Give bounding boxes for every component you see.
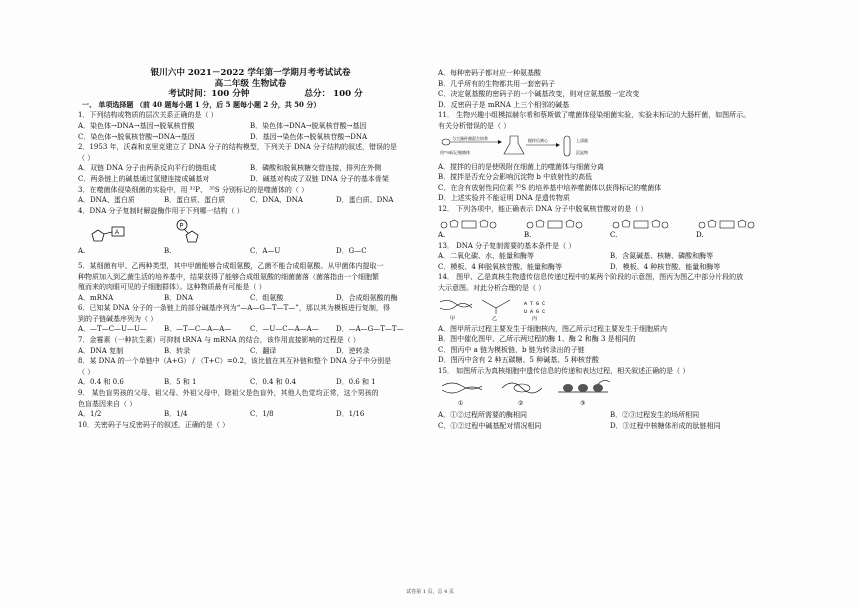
fig-text-spin: 搅拌后离心 xyxy=(528,137,548,143)
experiment-diagram xyxy=(438,134,638,160)
question-14-option-b: B．图中催化图甲、乙所示两过程的酶 1、酶 2 和酶 3 是相同的 xyxy=(438,335,636,344)
option-c: C．0.4 和 0.4 xyxy=(250,378,297,387)
option-c: C．组氨酸 xyxy=(250,293,284,302)
option-d: D．合成组氨酸的酶 xyxy=(336,293,398,302)
option-a: A．0.4 和 0.6 xyxy=(78,378,124,387)
question-9-line-2: 色盲基因来自（ ） xyxy=(78,399,137,408)
question-4-figure xyxy=(78,218,423,244)
question-11: 11． 生物兴趣小组模拟赫尔希和蔡斯做了噬菌体侵染细菌实验，实验未标记的大肠杆菌，如图所示。 xyxy=(438,111,751,120)
question-2-options-2 xyxy=(78,174,423,185)
option-c: C．1/8 xyxy=(250,410,274,419)
option-c: C．①②过程中碱基配对情况相同 xyxy=(438,422,542,431)
seq-bottom: U A G C xyxy=(524,308,546,315)
option-c: C．A—U xyxy=(250,247,281,256)
option-a: A．mRNA xyxy=(78,293,114,302)
question-10-option-c: C．决定氨基酸的密码子的一个碱基改变，则对应氨基酸一定改变 xyxy=(438,90,640,99)
question-2-end: （ ） xyxy=(78,153,95,162)
label-c: C. xyxy=(610,230,618,239)
question-4-options xyxy=(78,246,423,257)
question-2: 2．1953 年，沃森和克里克建立了 DNA 分子的结构模型，下列关于 DNA 分子结构的叙述，错误的是 xyxy=(78,143,397,152)
question-11-figure xyxy=(438,134,783,160)
option-b: B．磷酸和脱氧核糖交替连接，排列在外侧 xyxy=(250,164,382,173)
option-b: B．转录 xyxy=(164,346,191,355)
option-b: B．蛋白质、蛋白质 xyxy=(164,196,226,205)
option-d: D．1/16 xyxy=(336,410,365,419)
question-12: 12． 下列各项中，能正确表示 DNA 分子中脱氧核苷酸对的是（ ） xyxy=(438,204,648,213)
question-15-figure xyxy=(438,378,783,408)
question-14-line-2: 大示意图。对此分析合理的是（ ） xyxy=(438,283,546,292)
option-b: B．DNA xyxy=(164,293,193,302)
fig-text-supernatant: 上清液 xyxy=(576,137,588,143)
question-7: 7．金霉素（一种抗生素）可抑制 tRNA 与 mRNA 的结合，该作用直接影响的过程是（ ） xyxy=(78,336,360,345)
option-a: A．双链 DNA 分子由两条反向平行的链组成 xyxy=(78,164,217,173)
option-a: A．1/2 xyxy=(78,410,102,419)
left-column xyxy=(78,68,423,430)
nucleotide-figure xyxy=(78,218,418,244)
question-13-options xyxy=(438,251,783,262)
question-1: 1．下列结构或物质的层次关系正确的是（ ） xyxy=(78,111,218,120)
option-a: A．DNA、蛋白质 xyxy=(78,196,135,205)
option-d: D．③过程中核糖体形成的肽链相同 xyxy=(610,422,721,431)
option-d: D．基因→染色体→脱氧核苷酸→DNA xyxy=(250,132,368,141)
question-8-end: （ ） xyxy=(78,367,95,376)
option-d: D．碱基对构成了双链 DNA 分子的基本骨架 xyxy=(250,174,389,183)
option-d: D．蛋白质、DNA xyxy=(336,196,394,205)
option-b: B．②③过程发生的场所相同 xyxy=(610,411,700,420)
question-10-option-d: D．反密码子是 mRNA 上三个相邻的碱基 xyxy=(438,100,570,109)
fig-p-label: P xyxy=(179,223,184,230)
question-14-option-a: A．图甲所示过程主要发生于细胞核内，图乙所示过程主要发生于细胞质内 xyxy=(438,324,668,333)
option-a: A．二氧化碳、水、能量和酶等 xyxy=(438,252,535,261)
pair-b xyxy=(527,220,582,228)
option-c: C．模板、4 种脱氧核苷酸、能量和酶等 xyxy=(438,262,563,271)
question-5-options xyxy=(78,293,423,304)
question-3-options xyxy=(78,195,423,206)
option-b: B．5 和 1 xyxy=(164,378,197,387)
base-pair-diagram xyxy=(438,217,783,239)
option-d: D．G—C xyxy=(336,247,367,256)
option-a: A．①②过程所需要的酶相同 xyxy=(438,411,528,420)
exam-info xyxy=(78,89,423,100)
option-d: D．模板、4 种核苷酸、能量和酶等 xyxy=(610,262,721,271)
label-a: A. xyxy=(438,230,446,239)
option-c: C．翻译 xyxy=(250,346,277,355)
label-d: D. xyxy=(696,230,704,239)
right-column xyxy=(438,68,783,432)
label-jia: 甲 xyxy=(450,315,456,322)
question-5-line-2: 种物质加入到乙菌生活的培养基中，结果获得了能够合成组氨酸的细菌菌落（菌落指由一个细胞繁 xyxy=(78,272,379,281)
option-a: A．染色体→DNA→基因→脱氧核苷酸 xyxy=(78,121,195,130)
option-c: C．染色体→脱氧核苷酸→DNA→基因 xyxy=(78,132,195,141)
question-11-option-c: C．在含有放射性同位素 ³⁵S 的培养基中培养噬菌体以获得标记的噬菌体 xyxy=(438,183,662,192)
question-9-options xyxy=(78,409,423,420)
question-14-option-c: C．图丙中 a 链为模板链，b 链为转录出的子链 xyxy=(438,345,585,354)
label-3: ③ xyxy=(580,400,586,408)
question-4: 4．DNA 分子复制时解旋酶作用于下列哪一结构（ ） xyxy=(78,206,244,215)
label-1: ① xyxy=(458,400,464,408)
question-8: 8．某 DNA 的一个单链中（A+G） / （T+C）=0.2，该比值在其互补链和整个 DNA 分子中分别是 xyxy=(78,357,392,366)
option-c: C．DNA、DNA xyxy=(250,196,303,205)
label-bing: 丙 xyxy=(532,315,538,322)
question-14-figure xyxy=(438,296,783,322)
question-12-figure xyxy=(438,217,783,239)
option-b: B．1/4 xyxy=(164,410,188,419)
option-d: D．0.6 和 1 xyxy=(336,378,376,387)
label-b: B. xyxy=(524,230,532,239)
page-footer: 试卷第 1 页，总 4 页 xyxy=(406,589,454,595)
question-11-line-2: 有关分析错误的是（ ） xyxy=(438,121,511,130)
question-6-line-2: 到的子链碱基序列为（ ） xyxy=(78,314,158,323)
option-d: D．逆转录 xyxy=(336,346,370,355)
question-9: 9． 某色盲男孩的父母、祖父母、外祖父母中，除祖父是色盲外，其他人色觉均正常，这个男孩的 xyxy=(78,389,379,398)
fig-a-label: A xyxy=(115,230,120,237)
option-b: B．染色体→DNA→脱氧核苷酸→基因 xyxy=(250,121,367,130)
option-a: A．—T—C—U—U— xyxy=(78,325,147,334)
question-5: 5．某细菌有甲、乙两种类型，其中甲菌能够合成组氨酸，乙菌不能合成组氨酸。从甲菌体内提取一 xyxy=(78,261,384,270)
question-5-line-3: 殖而来的肉眼可见的子细胞群体）。这种物质最有可能是（ ） xyxy=(78,283,266,292)
question-11-option-d: D．上述实验并不能证明 DNA 是遗传物质 xyxy=(438,194,570,203)
question-10: 10．关密码子与反密码子的叙述，正确的是（ ） xyxy=(78,420,230,429)
question-15-options xyxy=(438,410,783,421)
question-10-option-a: A．每种密码子都对应一种氨基酸 xyxy=(438,69,542,77)
transcription-diagram xyxy=(438,296,578,322)
label-2: ② xyxy=(518,400,524,408)
question-11-option-a: A．搅拌的目的是使吸附在细菌上的噬菌体与细菌分离 xyxy=(438,162,605,171)
pair-c xyxy=(613,220,668,228)
question-13: 13． DNA 分子复制需要的基本条件是（ ） xyxy=(438,241,576,250)
question-1-options-2 xyxy=(78,132,423,143)
label-yi: 乙 xyxy=(492,315,498,322)
question-15: 15． 如图所示为真核细胞中遗传信息的传递和表达过程，相关叙述正确的是（ ） xyxy=(438,366,690,375)
question-1-options xyxy=(78,121,423,132)
seq-top: A T G C xyxy=(524,300,546,307)
section-heading: 一、 单项选择题 （前 40 题每小题 1 分，后 5 题每小题 2 分，共 50 分） xyxy=(82,99,321,109)
option-c: C．两条链上的碱基通过氢键连接成碱基对 xyxy=(78,174,210,183)
question-3: 3．在噬菌体侵染细菌的实验中，用 ³²P、 ³⁵S 分别标记的是噬菌体的（ ） xyxy=(78,185,309,194)
question-14: 14． 图甲、乙是真核生物遗传信息传递过程中的某两个阶段的示意图，图丙为图乙中部分片段的放 xyxy=(438,273,744,282)
question-13-options-2 xyxy=(438,262,783,273)
question-11-option-b: B．搅拌是否充分会影响沉淀物 b 中放射性的高低 xyxy=(438,173,593,182)
question-14-option-d: D．图丙中含有 2 种五碳糖、5 种碱基、5 种核苷酸 xyxy=(438,356,599,365)
gene-expression-diagram xyxy=(438,378,638,408)
fig-text-pellet: 沉淀物 xyxy=(576,149,588,155)
question-8-options xyxy=(78,377,423,388)
option-a: A. xyxy=(78,247,86,256)
question-15-options-2 xyxy=(438,421,783,432)
exam-subtitle: 高二年级 生物试卷 xyxy=(214,78,287,89)
question-2-options xyxy=(78,163,423,174)
pair-d xyxy=(699,220,754,228)
option-b: B．含氮碱基、核糖、磷酸和酶等 xyxy=(610,252,714,261)
exam-title: 银川六中 2021－2022 学年第一学期月考考试试卷 xyxy=(150,68,351,78)
pair-a xyxy=(441,220,496,228)
exam-score: 总分： 100 分 xyxy=(304,89,363,100)
question-6: 6．已知某 DNA 分子的一条链上的部分碱基序列为“—A—G—T—T—”，那以其为模板进行复制，得 xyxy=(78,304,390,313)
option-b: B．—T—C—A—A— xyxy=(164,325,232,334)
question-10-option-b: B．几乎所有的生物都共用一套密码子 xyxy=(438,79,556,88)
option-c: C．—U—C—A—A— xyxy=(250,325,319,334)
question-7-options xyxy=(78,346,423,357)
option-b: B. xyxy=(164,247,172,256)
exam-time: 考试时间：100 分钟 xyxy=(168,89,250,100)
fig-text-label: 用³⁵S标记噬菌体 xyxy=(440,149,470,155)
question-6-options xyxy=(78,324,423,335)
option-d: D．—A—G—T—T— xyxy=(336,325,404,334)
fig-text-mix: 与大肠杆菌混合培养 xyxy=(452,135,488,141)
option-a: A．DNA 复制 xyxy=(78,346,124,355)
